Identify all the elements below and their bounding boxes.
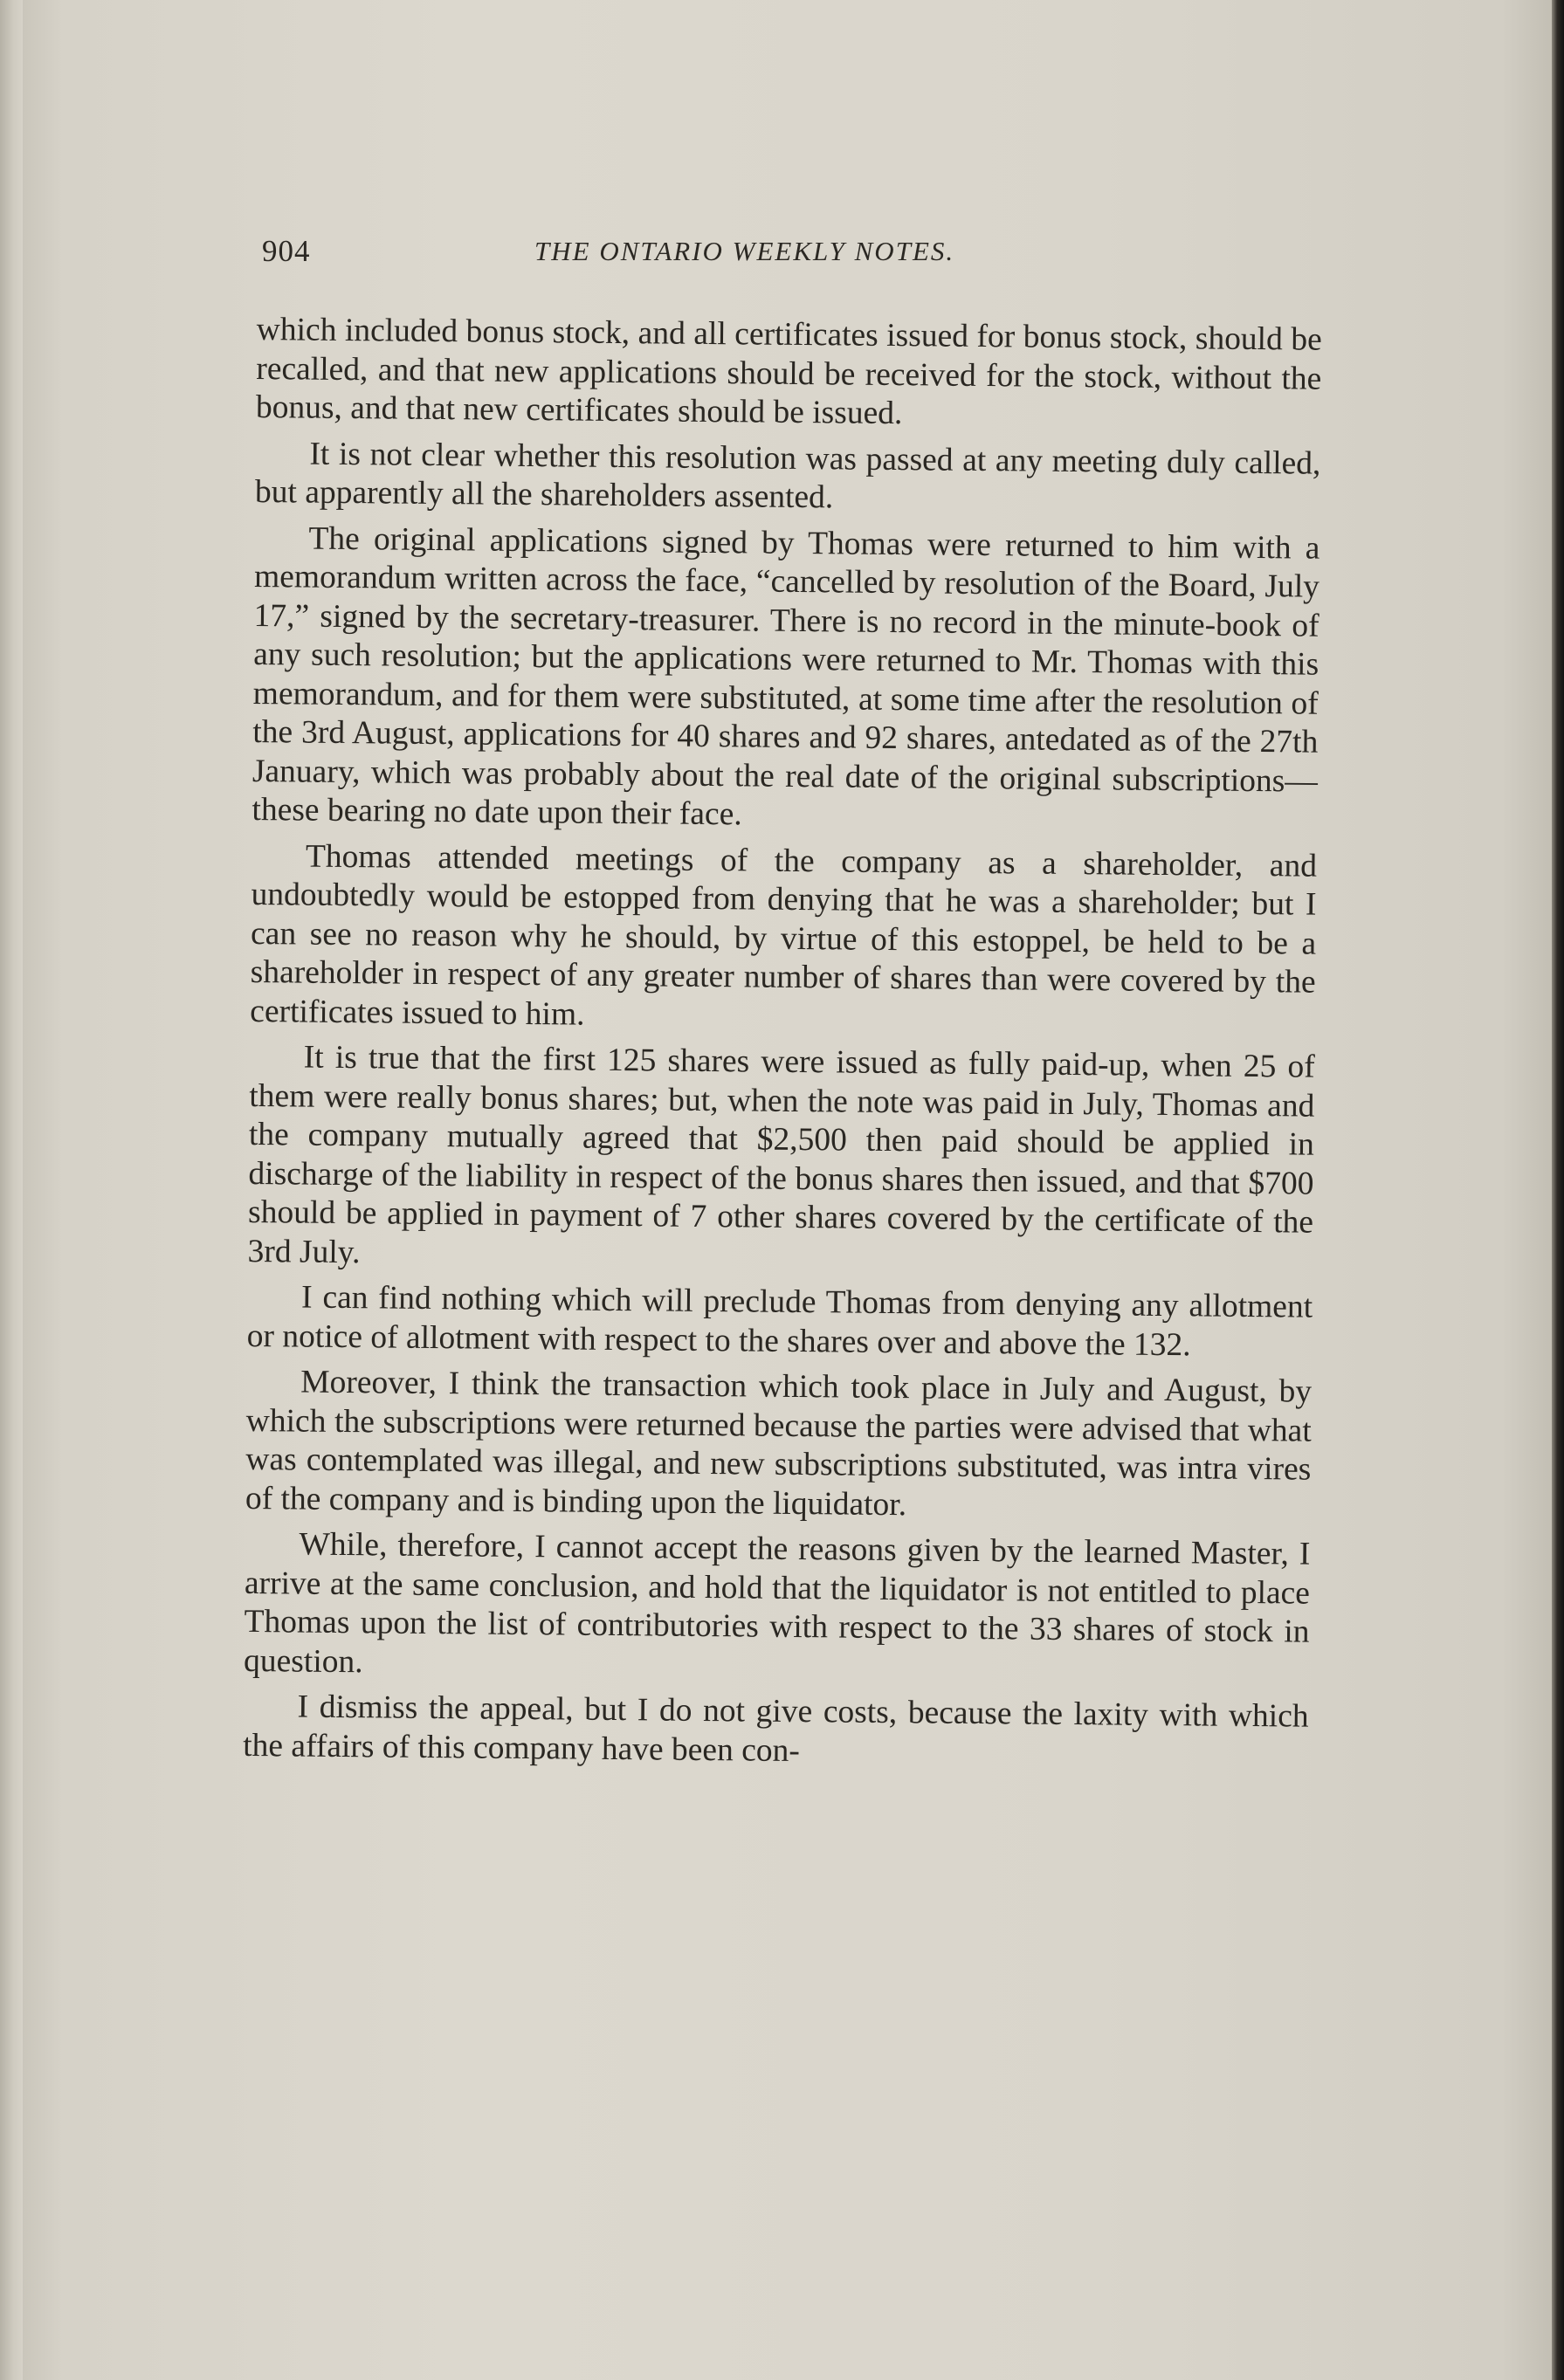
paragraph: It is true that the first 125 shares were issued as fully paid-up, when 25 of them were really bonus shares; but, when the note was paid in July, Thomas and the company mutually agreed that $2,500 then paid should be applied in discharge of the liability in respect of the bonus shares then issued, and that $700 should be applied in payment of 7 other shares covered by the certificate of the 3rd July. <box>247 1039 1315 1270</box>
page-header <box>262 234 1327 276</box>
paragraph: Moreover, I think the transaction which took place in July and August, by which the subscriptions were returned because the parties were advised that what was contemplated was illegal, and new subscriptions substituted, was intra vires of the company and is binding upon the liquidator. <box>245 1364 1313 1523</box>
page-number: 904 <box>262 234 311 268</box>
page-edge-shadow <box>1552 0 1564 2380</box>
paragraph: It is not clear whether this resolution was passed at any meeting duly called, but apparently all the shareholders assented. <box>254 436 1321 516</box>
paragraph: The original applications signed by Thomas were returned to him with a memorandum written across the face, “cancelled by resolution of the Board, July 17,” signed by the secretary-treasurer. There is no record in the minute-book of any such resolution; but the applications were returned to Mr. Thomas with this memorandum, and for them were substituted, at some time after the resolution of the 3rd August, applications for 40 shares and 92 shares, antedated as of the 27th January, which was probably about the real date of the original subscriptions—these bearing no date upon their face. <box>251 520 1320 833</box>
running-title: THE ONTARIO WEEKLY NOTES. <box>534 236 955 266</box>
page-gutter <box>0 0 23 2380</box>
body-text <box>243 311 1322 1783</box>
paragraph: I dismiss the appeal, but I do not give costs, because the laxity with which the affairs of this company have been con- <box>243 1689 1309 1769</box>
paragraph: While, therefore, I cannot accept the reasons given by the learned Master, I arrive at the same conclusion, and hold that the liquidator is not entitled to place Thomas upon the list of contributories with respect to the 33 shares of stock in question. <box>243 1526 1311 1680</box>
paragraph: Thomas attended meetings of the company as a shareholder, and undoubtedly would be estopped from denying that he was a shareholder; but I can see no reason why he should, by virtue of this estoppel, be held to be a shareholder in respect of any greater number of shares than were covered by the certificates issued to him. <box>250 838 1318 1033</box>
paragraph-continuation: which included bonus stock, and all certificates issued for bonus stock, should be recalled, and that new applications should be received for the stock, without the bonus, and that new certificates should be issued. <box>255 311 1322 432</box>
paragraph: I can find nothing which will preclude Thomas from denying any allotment or notice of allotment with respect to the shares over and above the 132. <box>246 1279 1313 1363</box>
